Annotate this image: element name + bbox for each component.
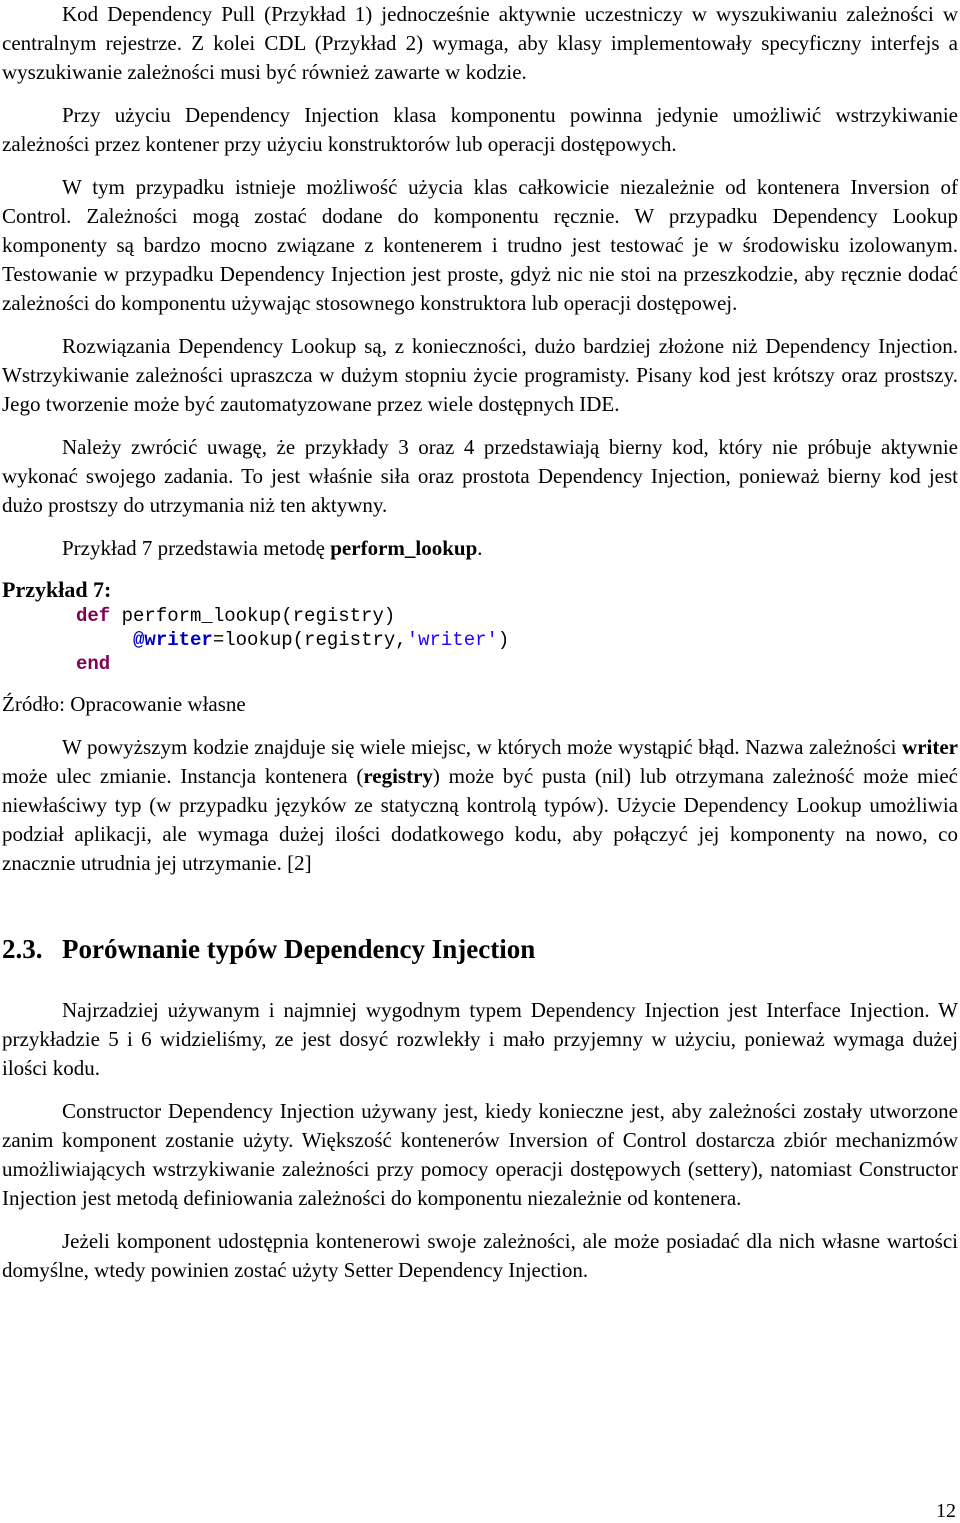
code-instance-variable: @writer <box>133 629 213 651</box>
page-number: 12 <box>936 1500 956 1522</box>
paragraph-error-points: W powyższym kodzie znajduje się wiele miejsc, w których może wystąpić błąd. Nazwa zależności writer może ulec zmianie. Instancja kontenera (registry) może być pusta (nil) lub otrzymana zależność może mieć niewłaściwy typ (w przypadku języków ze statyczną kontrolą typów). Użycie Dependency Lookup umożliwia podział aplikacji, ale wymaga dużej ilości dodatkowego kodu, aby połączyć jej komponenty na nowo, co znacznie utrudnia jej utrzymanie. [2] <box>2 735 958 875</box>
section-title: Porównanie typów Dependency Injection <box>62 934 536 964</box>
example-label: Przykład 7: <box>2 577 112 602</box>
code-lookup-call: =lookup(registry, <box>212 629 407 651</box>
paragraph-example-intro: Przykład 7 przedstawia metodę perform_lookup. <box>62 536 483 560</box>
paragraph-dependency-injection: Przy użyciu Dependency Injection klasa komponentu powinna jedynie umożliwić wstrzykiwanie zależności przez kontener przy użyciu konstruktorów lub operacji dostępowych. <box>2 103 958 156</box>
paragraph-lookup-complexity: Rozwiązania Dependency Lookup są, z konieczności, dużo bardziej złożone niż Dependency Injection. Wstrzykiwanie zależności upraszcza w dużym stopniu życie programisty. Pisany kod jest krótszy oraz prostszy. Jego tworzenie może być zautomatyzowane przez wiele dostępnych IDE. <box>2 334 958 416</box>
example-source: Źródło: Opracowanie własne <box>2 692 246 716</box>
code-string-literal: 'writer' <box>406 629 498 651</box>
code-block <box>76 604 958 676</box>
code-keyword-end: end <box>76 653 111 675</box>
document-page <box>2 0 958 1285</box>
paragraph-setter-injection: Jeżeli komponent udostępnia kontenerowi swoje zależności, ale może posiadać dla nich własne wartości domyślne, wtedy powinien zostać użyty Setter Dependency Injection. <box>2 1229 958 1282</box>
paragraph-passive-code: Należy zwrócić uwagę, że przykłady 3 oraz 4 przedstawiają bierny kod, który nie próbuje aktywnie wykonać swojego zadania. To jest właśnie siła oraz prostota Dependency Injection, ponieważ bierny kod jest dużo prostszy do utrzymania niż ten aktywny. <box>2 435 958 517</box>
code-keyword-def: def <box>76 605 111 627</box>
section-number: 2.3. <box>2 934 43 964</box>
paragraph-interface-injection: Najrzadziej używanym i najmniej wygodnym typem Dependency Injection jest Interface Injection. W przykładzie 5 i 6 widzieliśmy, ze jest dosyć rozwlekły i mało przyjemny w użyciu, ponieważ wymaga dużej ilości kodu. <box>2 998 958 1080</box>
paragraph-dependency-pull: Kod Dependency Pull (Przykład 1) jednocześnie aktywnie uczestniczy w wyszukiwaniu zależności w centralnym rejestrze. Z kolei CDL (Przykład 2) wymaga, aby klasy implementowały specyficzny interfejs a wyszukiwanie zależności musi być również zawarte w kodzie. <box>2 2 958 84</box>
paragraph-constructor-injection: Constructor Dependency Injection używany jest, kiedy konieczne jest, aby zależności zostały utworzone zanim komponent zostanie użyty. Większość kontenerów Inversion of Control dostarcza zbiór mechanizmów umożliwiających wstrzykiwanie zależności przy pomocy operacji dostępowych (settery), natomiast Constructor Injection jest metodą definiowania zależności do komponentu niezależnie od kontenera. <box>2 1099 958 1210</box>
paragraph-testing: W tym przypadku istnieje możliwość użycia klas całkowicie niezależnie od kontenera Inversion of Control. Zależności mogą zostać dodane do komponentu ręcznie. W przypadku Dependency Lookup komponenty są bardzo mocno związane z kontenerem i trudno jest testować je w środowisku izolowanym. Testowanie w przypadku Dependency Injection jest proste, gdyż nic nie stoi na przeszkodzie, aby ręcznie dodać zależności do komponentu używając stosownego konstruktora lub operacji dostępowej. <box>2 175 958 315</box>
section-heading <box>2 932 958 966</box>
method-name: perform_lookup <box>330 536 478 560</box>
code-method-signature: perform_lookup(registry) <box>110 605 396 627</box>
code-closing-paren: ) <box>497 629 510 651</box>
